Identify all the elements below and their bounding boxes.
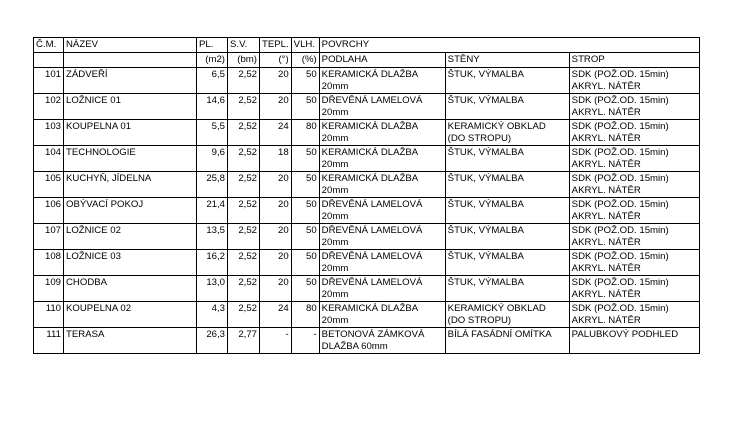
floor-finish (319, 146, 445, 172)
table-row-107 (34, 224, 700, 250)
ceiling-finish (569, 172, 699, 198)
floor-finish-line-2: 20mm (321, 211, 349, 222)
header-cm: Č.M. (34, 38, 64, 53)
header-steny: STĚNY (445, 53, 569, 68)
ceiling-finish-line-2: AKRYL. NÁTĚR (571, 133, 641, 144)
table-row-104 (34, 146, 700, 172)
ceiling-finish-line-1: SDK (POŽ.OD. 15min) (571, 303, 669, 314)
room-number: 103 (34, 120, 64, 146)
header-nazev: NÁZEV (64, 38, 197, 53)
room-humidity: 50 (291, 146, 319, 172)
room-area: 4,3 (197, 302, 228, 328)
room-name: TECHNOLOGIE (64, 146, 197, 172)
wall-finish (445, 68, 569, 94)
header-row-2 (34, 53, 700, 68)
floor-finish (319, 120, 445, 146)
floor-finish-line-1: DŘEVĚNÁ LAMELOVÁ (321, 199, 423, 210)
header-pl-unit: (m2) (197, 53, 228, 68)
room-number: 107 (34, 224, 64, 250)
header-row-1 (34, 38, 700, 53)
room-temperature: 20 (260, 68, 292, 94)
room-area: 13,5 (197, 224, 228, 250)
wall-finish-line-1: ŠTUK, VÝMALBA (447, 147, 524, 158)
table-row-101 (34, 68, 700, 94)
ceiling-finish-line-2: AKRYL. NÁTĚR (571, 263, 641, 274)
room-humidity: 50 (291, 224, 319, 250)
room-temperature: 20 (260, 198, 292, 224)
floor-finish-line-1: KERAMICKÁ DLAŽBA (321, 173, 419, 184)
table-body (34, 38, 700, 354)
header-tepl: TEPL. (260, 38, 292, 53)
room-height: 2,52 (228, 172, 260, 198)
room-humidity: - (291, 328, 319, 354)
ceiling-finish (569, 94, 699, 120)
floor-finish-line-1: DŘEVĚNÁ LAMELOVÁ (321, 277, 423, 288)
room-humidity: 80 (291, 302, 319, 328)
room-humidity: 50 (291, 172, 319, 198)
wall-finish-line-1: KERAMICKÝ OBKLAD (447, 121, 546, 132)
room-temperature: 24 (260, 302, 292, 328)
room-area: 16,2 (197, 250, 228, 276)
room-name: LOŽNICE 03 (64, 250, 197, 276)
wall-finish-line-1: ŠTUK, VÝMALBA (447, 173, 524, 184)
floor-finish-line-2: 20mm (321, 315, 349, 326)
room-number: 110 (34, 302, 64, 328)
wall-finish (445, 94, 569, 120)
room-height: 2,52 (228, 302, 260, 328)
room-temperature: 20 (260, 172, 292, 198)
header-vlh: VLH. (291, 38, 319, 53)
room-height: 2,52 (228, 94, 260, 120)
room-name: KOUPELNA 01 (64, 120, 197, 146)
header-pl: PL. (197, 38, 228, 53)
room-temperature: 20 (260, 276, 292, 302)
floor-finish-line-2: 20mm (321, 133, 349, 144)
floor-finish-line-2: 20mm (321, 289, 349, 300)
wall-finish-line-1: BÍLÁ FASÁDNÍ OMÍTKA (447, 329, 552, 340)
floor-finish-line-1: BETONOVÁ ZÁMKOVÁ (321, 329, 425, 340)
wall-finish (445, 276, 569, 302)
ceiling-finish-line-1: SDK (POŽ.OD. 15min) (571, 173, 669, 184)
room-number: 105 (34, 172, 64, 198)
room-area: 26,3 (197, 328, 228, 354)
header-strop: STROP (569, 53, 699, 68)
room-humidity: 50 (291, 250, 319, 276)
room-area: 5,5 (197, 120, 228, 146)
header-vlh-unit: (%) (291, 53, 319, 68)
floor-finish (319, 250, 445, 276)
room-area: 13,0 (197, 276, 228, 302)
wall-finish-line-2: (DO STROPU) (447, 315, 512, 326)
floor-finish-line-2: 20mm (321, 237, 349, 248)
room-area: 21,4 (197, 198, 228, 224)
floor-finish-line-2: 20mm (321, 107, 349, 118)
room-name: KOUPELNA 02 (64, 302, 197, 328)
header-povrchy: POVRCHY (319, 38, 699, 53)
ceiling-finish (569, 302, 699, 328)
room-schedule-table (33, 37, 700, 354)
floor-finish-line-2: 20mm (321, 263, 349, 274)
floor-finish (319, 276, 445, 302)
header-tepl-unit: (°) (260, 53, 292, 68)
ceiling-finish (569, 328, 699, 354)
room-height: 2,77 (228, 328, 260, 354)
table-row-110 (34, 302, 700, 328)
ceiling-finish-line-1: SDK (POŽ.OD. 15min) (571, 251, 669, 262)
header-podlaha: PODLAHA (319, 53, 445, 68)
wall-finish (445, 328, 569, 354)
room-name: LOŽNICE 02 (64, 224, 197, 250)
ceiling-finish-line-2: AKRYL. NÁTĚR (571, 289, 641, 300)
wall-finish (445, 224, 569, 250)
ceiling-finish (569, 276, 699, 302)
wall-finish-line-1: ŠTUK, VÝMALBA (447, 225, 524, 236)
table-row-102 (34, 94, 700, 120)
ceiling-finish-line-1: SDK (POŽ.OD. 15min) (571, 277, 669, 288)
room-number: 104 (34, 146, 64, 172)
room-temperature: 20 (260, 224, 292, 250)
wall-finish-line-1: ŠTUK, VÝMALBA (447, 277, 524, 288)
floor-finish (319, 198, 445, 224)
floor-finish-line-1: DŘEVĚNÁ LAMELOVÁ (321, 95, 423, 106)
wall-finish-line-1: KERAMICKÝ OBKLAD (447, 303, 546, 314)
room-temperature: 20 (260, 250, 292, 276)
floor-finish-line-1: DŘEVĚNÁ LAMELOVÁ (321, 225, 423, 236)
table-row-111 (34, 328, 700, 354)
ceiling-finish-line-2: AKRYL. NÁTĚR (571, 81, 641, 92)
room-temperature: 18 (260, 146, 292, 172)
room-number: 109 (34, 276, 64, 302)
room-height: 2,52 (228, 198, 260, 224)
room-height: 2,52 (228, 68, 260, 94)
ceiling-finish-line-2: AKRYL. NÁTĚR (571, 237, 641, 248)
room-name: CHODBA (64, 276, 197, 302)
ceiling-finish (569, 68, 699, 94)
room-name: OBÝVACÍ POKOJ (64, 198, 197, 224)
room-temperature: 24 (260, 120, 292, 146)
room-area: 14,6 (197, 94, 228, 120)
room-name: KUCHYŇ, JÍDELNA (64, 172, 197, 198)
floor-finish-line-2: DLAŽBA 60mm (321, 341, 388, 352)
ceiling-finish-line-1: SDK (POŽ.OD. 15min) (571, 225, 669, 236)
room-temperature: - (260, 328, 292, 354)
ceiling-finish-line-2: AKRYL. NÁTĚR (571, 159, 641, 170)
wall-finish-line-1: ŠTUK, VÝMALBA (447, 95, 524, 106)
room-height: 2,52 (228, 224, 260, 250)
room-number: 108 (34, 250, 64, 276)
wall-finish (445, 120, 569, 146)
header-nazev-blank (64, 53, 197, 68)
ceiling-finish-line-2: AKRYL. NÁTĚR (571, 315, 641, 326)
floor-finish-line-1: KERAMICKÁ DLAŽBA (321, 147, 419, 158)
floor-finish-line-1: DŘEVĚNÁ LAMELOVÁ (321, 251, 423, 262)
ceiling-finish-line-1: SDK (POŽ.OD. 15min) (571, 147, 669, 158)
ceiling-finish-line-2: AKRYL. NÁTĚR (571, 185, 641, 196)
room-name: LOŽNICE 01 (64, 94, 197, 120)
table-row-105 (34, 172, 700, 198)
floor-finish (319, 68, 445, 94)
floor-finish (319, 224, 445, 250)
ceiling-finish-line-1: SDK (POŽ.OD. 15min) (571, 121, 669, 132)
wall-finish (445, 302, 569, 328)
ceiling-finish (569, 250, 699, 276)
table-row-103 (34, 120, 700, 146)
wall-finish-line-1: ŠTUK, VÝMALBA (447, 251, 524, 262)
room-number: 106 (34, 198, 64, 224)
floor-finish (319, 94, 445, 120)
floor-finish-line-1: KERAMICKÁ DLAŽBA (321, 69, 419, 80)
room-name: TERASA (64, 328, 197, 354)
room-height: 2,52 (228, 250, 260, 276)
room-area: 9,6 (197, 146, 228, 172)
room-humidity: 80 (291, 120, 319, 146)
header-cm-blank (34, 53, 64, 68)
wall-finish-line-1: ŠTUK, VÝMALBA (447, 199, 524, 210)
ceiling-finish-line-1: SDK (POŽ.OD. 15min) (571, 69, 669, 80)
floor-finish-line-2: 20mm (321, 81, 349, 92)
room-humidity: 50 (291, 94, 319, 120)
floor-finish (319, 328, 445, 354)
ceiling-finish-line-2: AKRYL. NÁTĚR (571, 211, 641, 222)
room-humidity: 50 (291, 198, 319, 224)
room-area: 6,5 (197, 68, 228, 94)
header-sv-unit: (bm) (228, 53, 260, 68)
ceiling-finish (569, 224, 699, 250)
ceiling-finish-line-1: PALUBKOVÝ PODHLED (571, 329, 679, 340)
room-temperature: 20 (260, 94, 292, 120)
wall-finish (445, 198, 569, 224)
header-sv: S.V. (228, 38, 260, 53)
room-height: 2,52 (228, 146, 260, 172)
floor-finish (319, 172, 445, 198)
ceiling-finish (569, 198, 699, 224)
wall-finish-line-1: ŠTUK, VÝMALBA (447, 69, 524, 80)
floor-finish (319, 302, 445, 328)
ceiling-finish-line-1: SDK (POŽ.OD. 15min) (571, 199, 669, 210)
ceiling-finish-line-1: SDK (POŽ.OD. 15min) (571, 95, 669, 106)
floor-finish-line-2: 20mm (321, 185, 349, 196)
floor-finish-line-1: KERAMICKÁ DLAŽBA (321, 121, 419, 132)
floor-finish-line-2: 20mm (321, 159, 349, 170)
ceiling-finish (569, 146, 699, 172)
room-number: 101 (34, 68, 64, 94)
table-row-106 (34, 198, 700, 224)
room-humidity: 50 (291, 68, 319, 94)
table-row-108 (34, 250, 700, 276)
room-height: 2,52 (228, 120, 260, 146)
room-height: 2,52 (228, 276, 260, 302)
ceiling-finish-line-2: AKRYL. NÁTĚR (571, 107, 641, 118)
floor-finish-line-1: KERAMICKÁ DLAŽBA (321, 303, 419, 314)
wall-finish (445, 250, 569, 276)
wall-finish (445, 172, 569, 198)
wall-finish-line-2: (DO STROPU) (447, 133, 512, 144)
room-number: 102 (34, 94, 64, 120)
room-name: ZÁDVEŘÍ (64, 68, 197, 94)
room-number: 111 (34, 328, 64, 354)
table-row-109 (34, 276, 700, 302)
room-area: 25,8 (197, 172, 228, 198)
wall-finish (445, 146, 569, 172)
room-humidity: 50 (291, 276, 319, 302)
ceiling-finish (569, 120, 699, 146)
